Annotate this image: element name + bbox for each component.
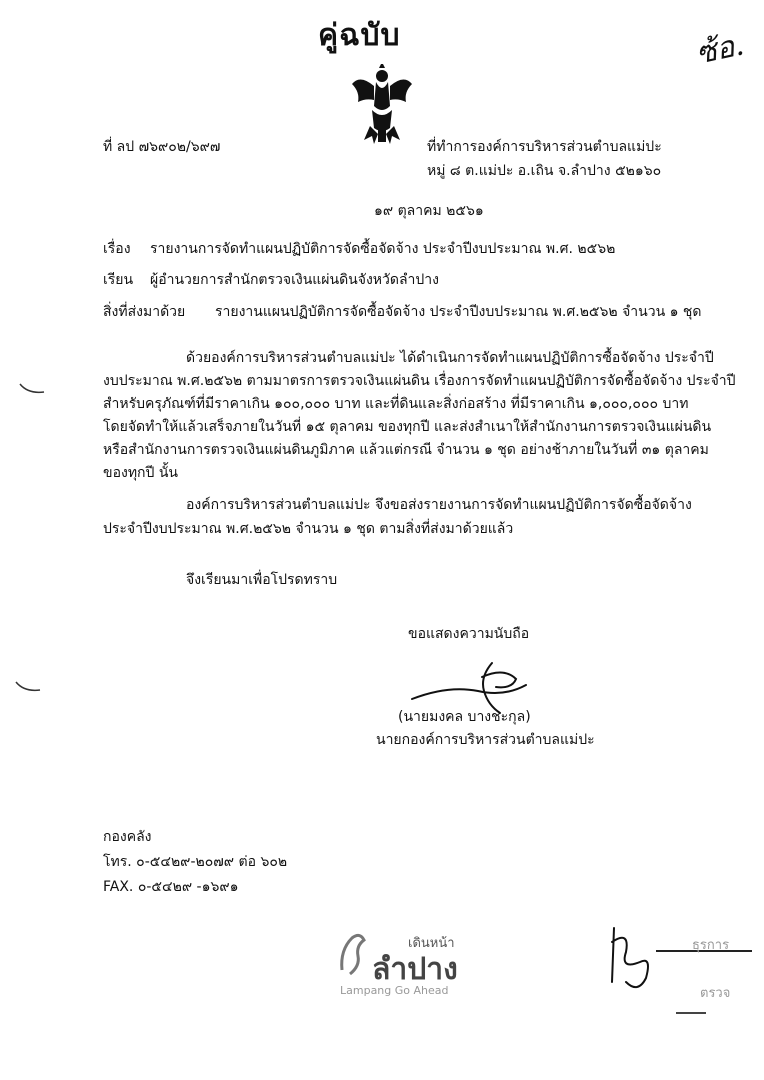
lampang-stamp-large: ลำปาง	[372, 952, 458, 987]
subject-label: เรื่อง	[103, 241, 131, 257]
document-title: คู่ฉบับ	[318, 18, 401, 53]
body-para1-line4: โดยจัดทำให้แล้วเสร็จภายในวันที่ ๑๕ ตุลาคม ของทุกปี และส่งสำเนาให้สำนักงานการตรวจเงินแผ่นดิน	[103, 419, 712, 435]
signatory-position: นายกองค์การบริหารส่วนตำบลแม่ปะ	[376, 732, 595, 748]
closing-request: จึงเรียนมาเพื่อโปรดทราบ	[186, 572, 338, 588]
scan-mark-icon	[14, 678, 44, 698]
body-para1-line6: ของทุกปี นั้น	[103, 465, 178, 481]
office-address-line2: หมู่ ๘ ต.แม่ปะ อ.เถิน จ.ลำปาง ๕๒๑๖๐	[427, 163, 662, 179]
footer-department: กองคลัง	[103, 829, 152, 845]
stamp-rule-line	[676, 1012, 706, 1014]
footer-phone: โทร. ๐-๕๔๒๙-๒๐๗๙ ต่อ ๖๐๒	[103, 854, 288, 870]
body-para2-line1: องค์การบริหารส่วนตำบลแม่ปะ จึงขอส่งรายงานการจัดทำแผนปฏิบัติการจัดซื้อจัดจ้าง	[186, 497, 692, 513]
scan-mark-icon	[18, 380, 48, 400]
body-para1-line1: ด้วยองค์การบริหารส่วนตำบลแม่ปะ ได้ดำเนินการจัดทำแผนปฏิบัติการซื้อจัดจ้าง ประจำปี	[186, 350, 714, 366]
signatory-name: (นายมงคล บางชะกุล)	[398, 709, 531, 725]
body-para1-line2: งบประมาณ พ.ศ.๒๕๖๒ ตามมาตรการตรวจเงินแผ่นดิน เรื่องการจัดทำแผนปฏิบัติการจัดซื้อจัดจ้าง ประจำปี	[103, 373, 736, 389]
lampang-stamp-small: เดินหน้า	[408, 936, 455, 951]
subject-text: รายงานการจัดทำแผนปฏิบัติการจัดซื้อจัดจ้าง ประจำปีงบประมาณ พ.ศ. ๒๕๖๒	[150, 241, 616, 257]
closing-regards: ขอแสดงความนับถือ	[408, 626, 530, 642]
reference-number: ที่ ลป ๗๖๙๐๒/๖๙๗	[103, 139, 221, 155]
body-para2-line2: ประจำปีงบประมาณ พ.ศ.๒๕๖๒ จำนวน ๑ ชุด ตามสิ่งที่ส่งมาด้วยแล้ว	[103, 521, 514, 537]
attachment-text: รายงานแผนปฏิบัติการจัดซื้อจัดจ้าง ประจำปีงบประมาณ พ.ศ.๒๕๖๒ จำนวน ๑ ชุด	[215, 304, 702, 320]
lampang-logo-icon	[336, 930, 370, 978]
lampang-stamp-faded: Lampang Go Ahead	[340, 984, 449, 997]
right-stamp-line2: ตรวจ	[700, 986, 731, 1001]
body-para1-line5: หรือสำนักงานการตรวจเงินแผ่นดินภูมิภาค แล้วแต่กรณี จำนวน ๑ ชุด อย่างช้าภายในวันที่ ๓๑ ตุลาคม	[103, 442, 709, 458]
initials-signature-icon	[590, 922, 670, 1002]
recipient-label: เรียน	[103, 272, 134, 288]
footer-fax: FAX. ๐-๕๔๒๙ -๑๖๙๑	[103, 879, 239, 895]
garuda-emblem-icon	[350, 64, 414, 146]
right-stamp-line1: ธุรการ	[692, 938, 730, 953]
document-date: ๑๙ ตุลาคม ๒๕๖๑	[374, 203, 484, 219]
handwritten-note: ซ้อ.	[692, 27, 748, 72]
attachment-label: สิ่งที่ส่งมาด้วย	[103, 304, 186, 320]
office-address-line1: ที่ทำการองค์การบริหารส่วนตำบลแม่ปะ	[427, 139, 662, 155]
recipient-text: ผู้อำนวยการสำนักตรวจเงินแผ่นดินจังหวัดลำปาง	[150, 272, 439, 288]
body-para1-line3: สำหรับครุภัณฑ์ที่มีราคาเกิน ๑๐๐,๐๐๐ บาท และที่ดินและสิ่งก่อสร้าง ที่มีราคาเกิน ๑,๐๐๐,๐๐๐ บาท	[103, 396, 689, 412]
